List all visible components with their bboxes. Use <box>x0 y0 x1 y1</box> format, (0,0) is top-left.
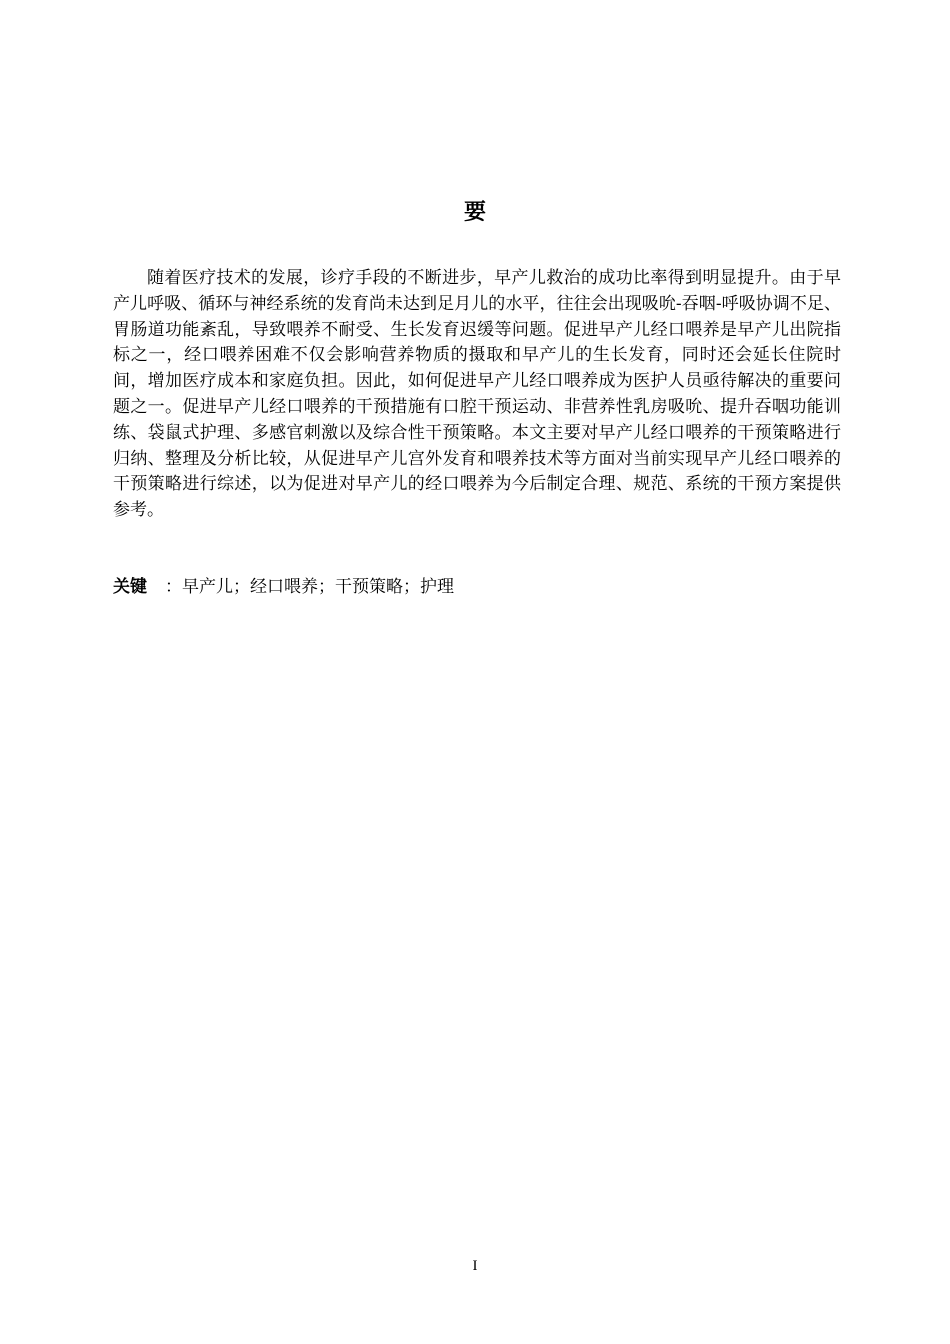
keywords-line <box>113 574 841 600</box>
abstract-paragraph: 随着医疗技术的发展，诊疗手段的不断进步，早产儿救治的成功比率得到明显提升。由于早产儿呼吸、循环与神经系统的发育尚未达到足月儿的水平，往往会出现吸吮-吞咽-呼吸协调不足、胃肠道功能紊乱，导致喂养不耐受、生长发育迟缓等问题。促进早产儿经口喂养是早产儿出院指标之一，经口喂养困难不仅会影响营养物质的摄取和早产儿的生长发育，同时还会延长住院时间，增加医疗成本和家庭负担。因此，如何促进早产儿经口喂养成为医护人员亟待解决的重要问题之一。促进早产儿经口喂养的干预措施有口腔干预运动、非营养性乳房吸吮、提升吞咽功能训练、袋鼠式护理、多感官刺激以及综合性干预策略。本文主要对早产儿经口喂养的干预策略进行归纳、整理及分析比较，从促进早产儿宫外发育和喂养技术等方面对当前实现早产儿经口喂养的干预策略进行综述，以为促进对早产儿的经口喂养为今后制定合理、规范、系统的干预方案提供参考。 <box>113 268 841 521</box>
keywords-label: 关键 <box>113 577 147 597</box>
page-title: 要 <box>463 200 486 225</box>
keywords-text: ：早产儿；经口喂养；干预策略；护理 <box>165 577 454 597</box>
page-number: I <box>472 1258 478 1274</box>
